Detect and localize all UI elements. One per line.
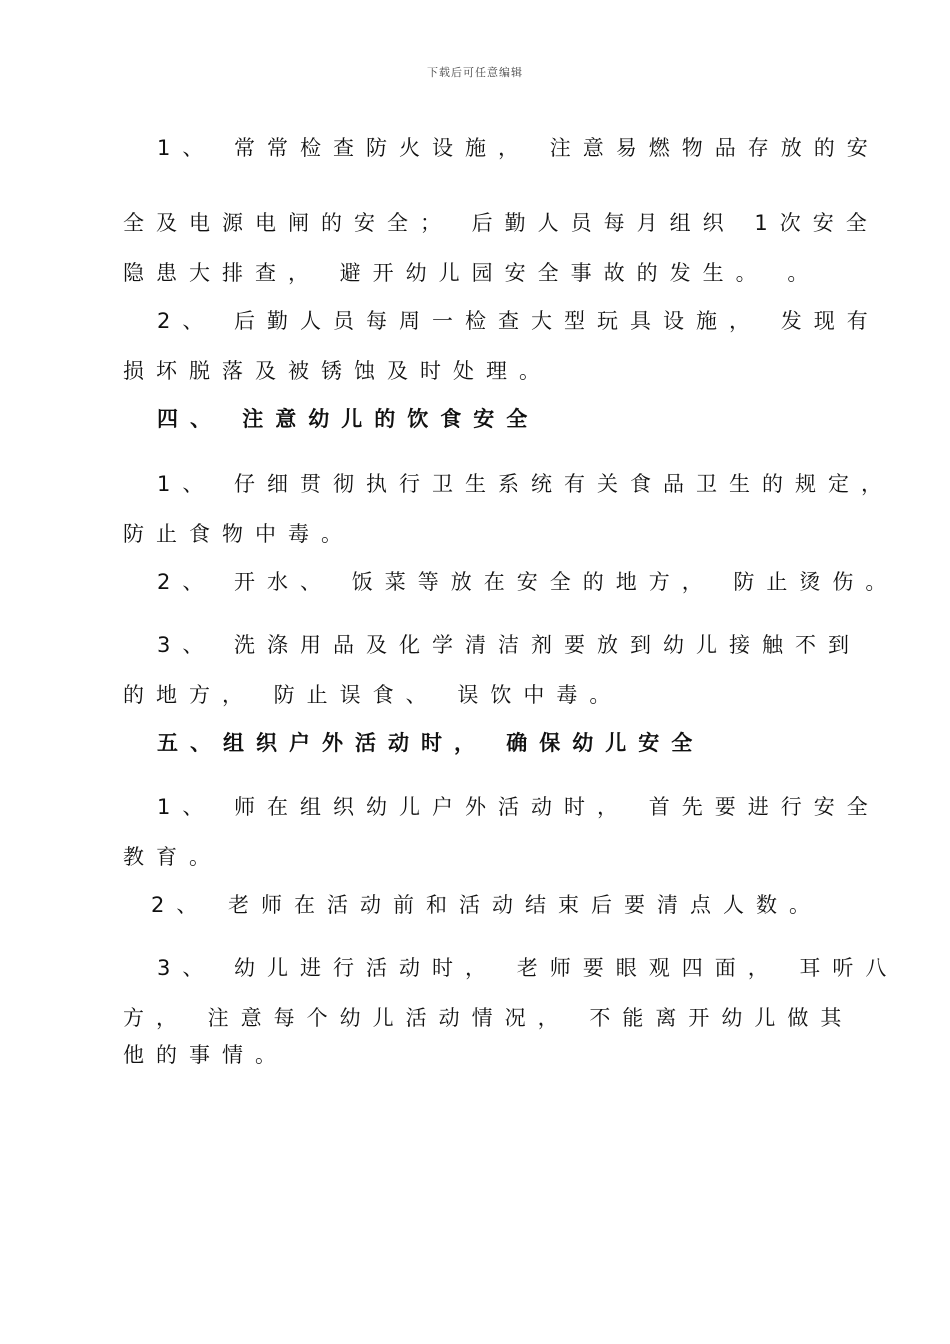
text-line: 损坏脱落及被锈蚀及时处理。 (123, 359, 552, 383)
text-line: 他的事情。 (123, 1043, 288, 1067)
text-line: 2、 开水、 饭菜等放在安全的地方， 防止烫伤。 (157, 570, 899, 594)
text-line: 1、 常常检查防火设施， 注意易燃物品存放的安 (157, 136, 880, 160)
text-line: 2、 后勤人员每周一检查大型玩具设施， 发现有 (157, 309, 880, 333)
section-heading: 四、 注意幼儿的饮食安全 (157, 407, 540, 431)
text-line: 教育。 (123, 845, 222, 869)
text-line: 方， 注意每个幼儿活动情况， 不能离开幼儿做其 (123, 1006, 854, 1030)
section-heading: 五、组织户外活动时， 确保幼儿安全 (157, 731, 705, 755)
page-header: 下载后可任意编辑 (427, 66, 523, 79)
text-line: 隐患大排查， 避开幼儿园安全事故的发生。 。 (123, 261, 821, 285)
text-line: 全及电源电闸的安全； 后勤人员每月组织 1次安全 (123, 211, 879, 235)
text-line: 的地方， 防止误食、 误饮中毒。 (123, 683, 623, 707)
text-line: 1、 仔细贯彻执行卫生系统有关食品卫生的规定， (157, 472, 895, 496)
text-line: 防止食物中毒。 (123, 522, 354, 546)
text-line: 3、 洗涤用品及化学清洁剂要放到幼儿接触不到 (157, 633, 862, 657)
text-line: 1、 师在组织幼儿户外活动时， 首先要进行安全 (157, 795, 880, 819)
text-line: 2、 老师在活动前和活动结束后要清点人数。 (151, 893, 823, 917)
text-line: 3、 幼儿进行活动时， 老师要眼观四面， 耳听八 (157, 956, 899, 980)
